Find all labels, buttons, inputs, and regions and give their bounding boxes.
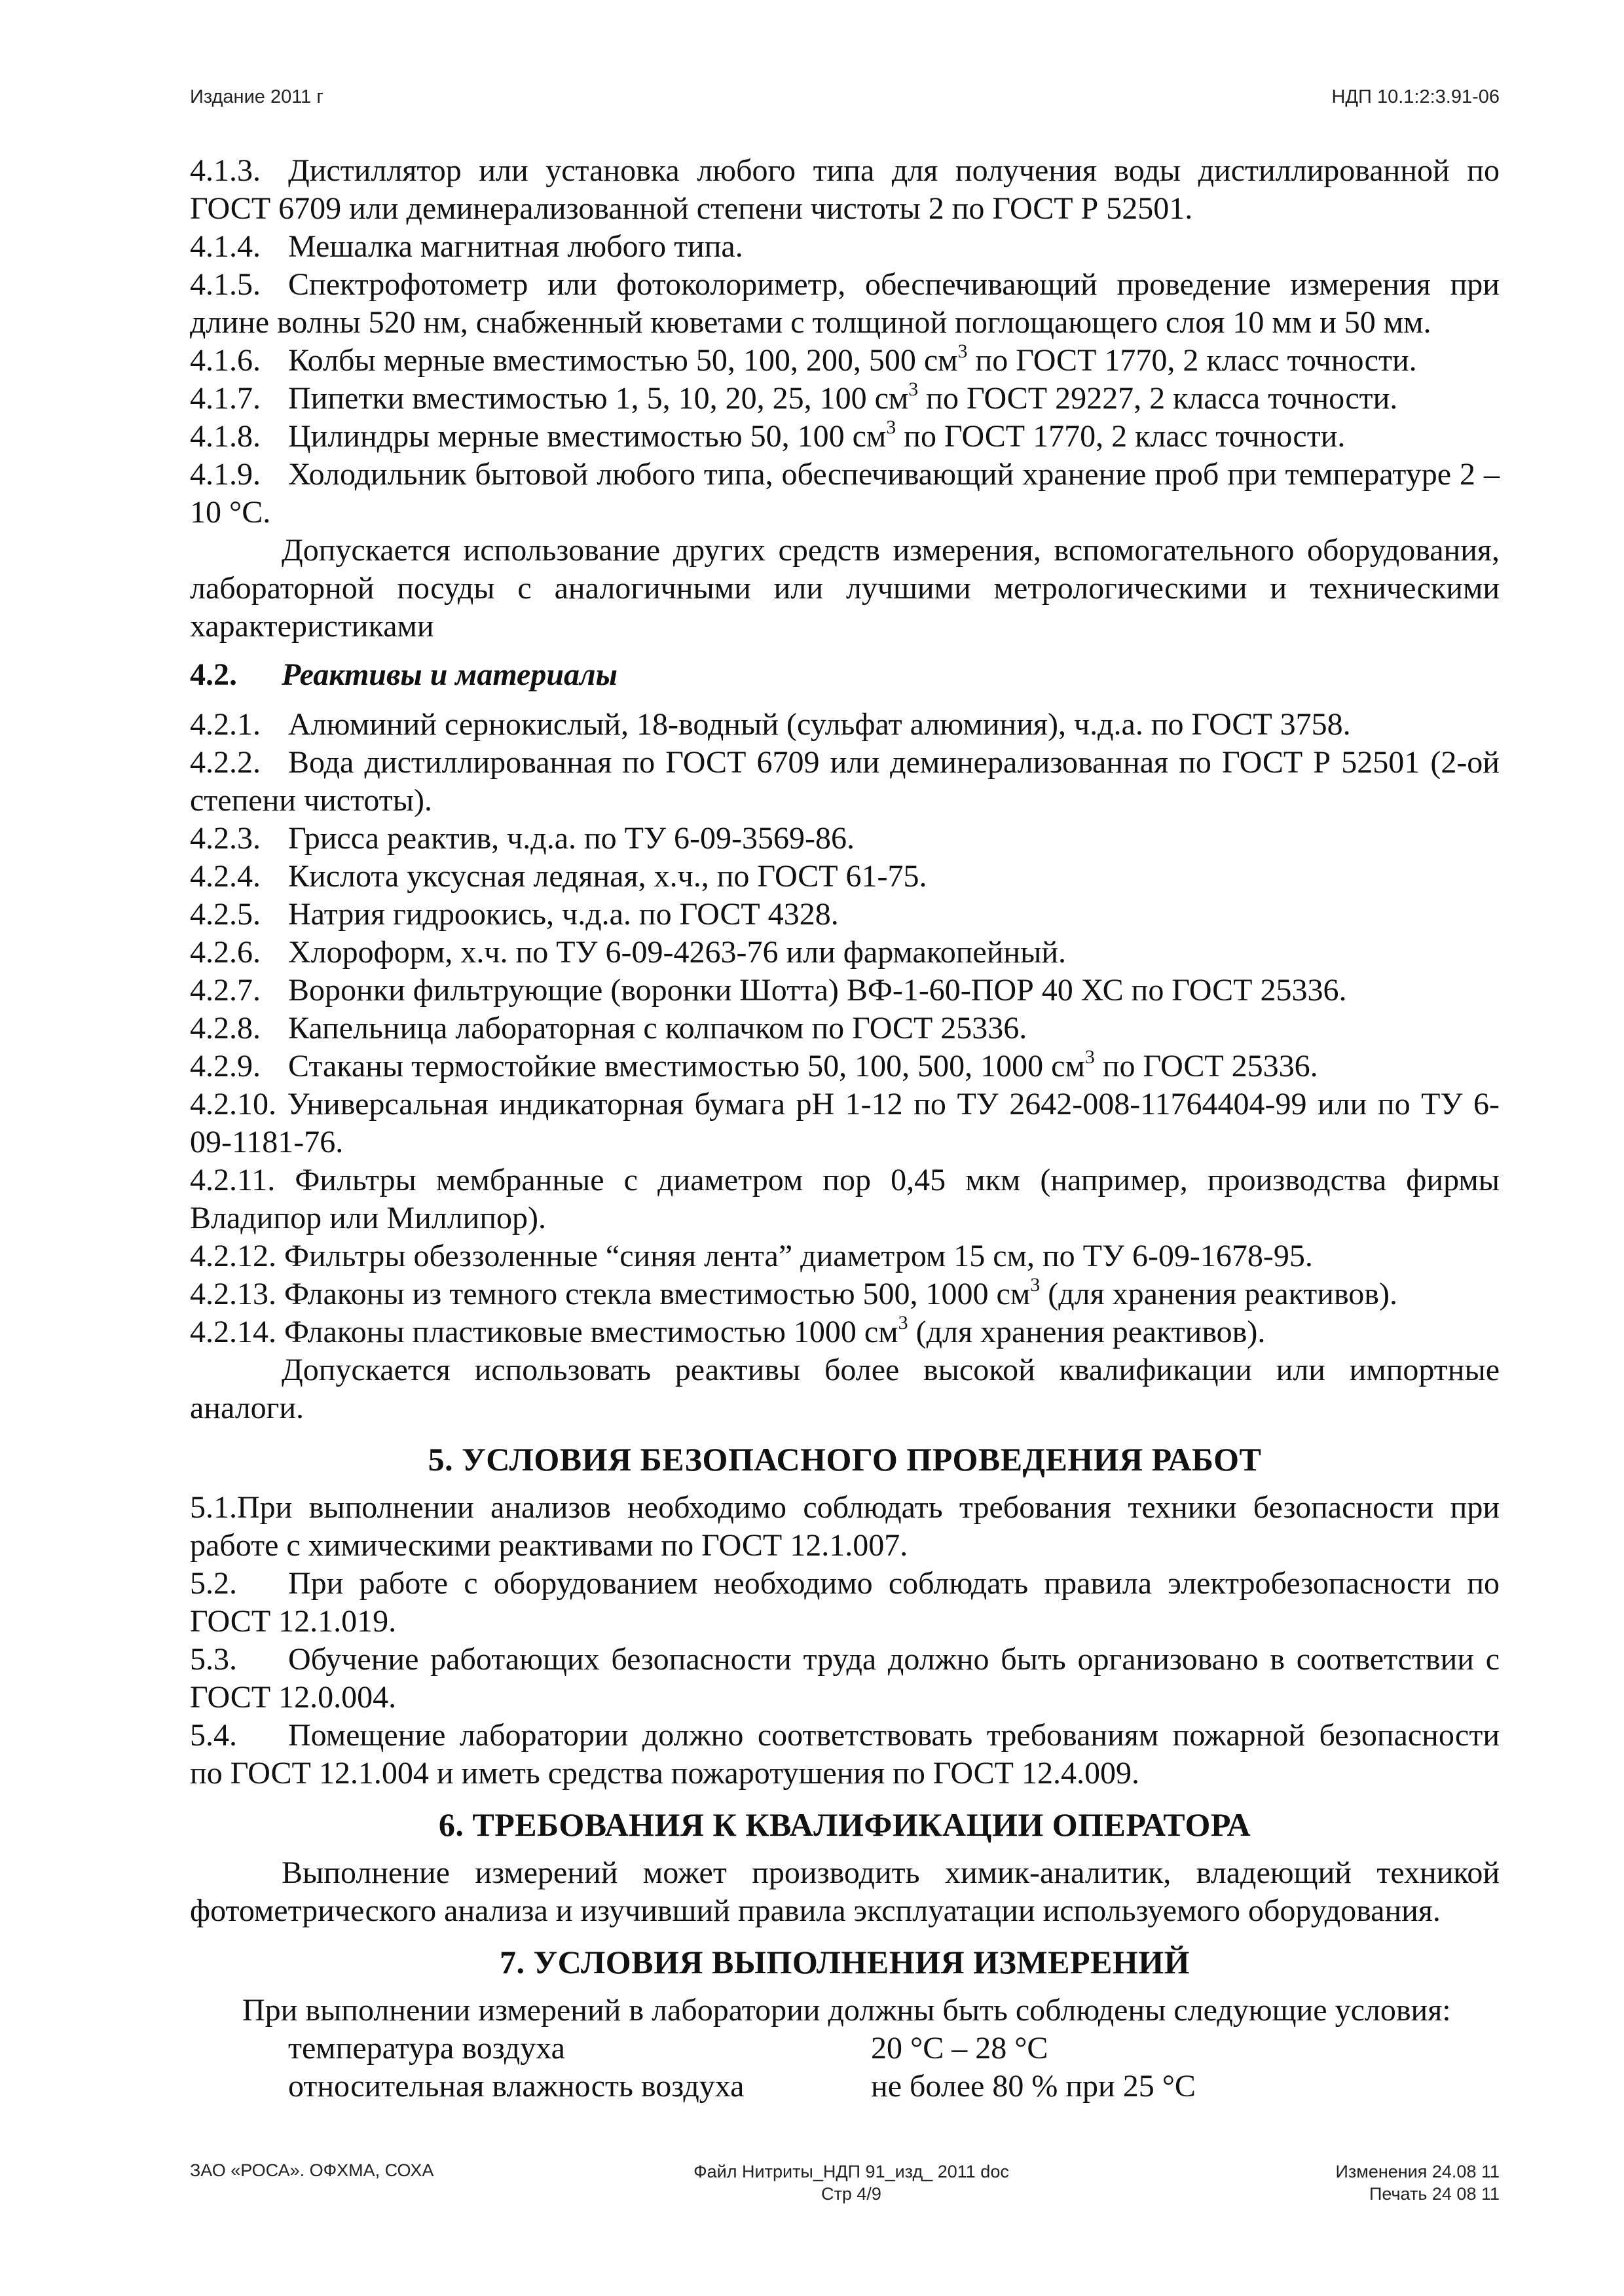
item-number: 4.1.4.	[190, 229, 261, 264]
item-number: 4.1.9.	[190, 457, 261, 492]
item-number: 4.2.4.	[190, 859, 261, 894]
item-4-2-7	[190, 972, 1500, 1010]
item-text: Холодильник бытовой любого типа, обеспечивающий хранение проб при температуре 2 – 10 °С.	[190, 457, 1500, 530]
item-number: 4.2.14.	[190, 1315, 276, 1349]
item-text: Флаконы пластиковые вместимостью 1000 см	[284, 1315, 898, 1349]
note-4-1: Допускается использование других средств измерения, вспомогательного оборудования, лабораторной посуды с аналогичными или лучшими метрологическими и техническими характеристиками	[190, 533, 1500, 644]
item-4-1-5	[190, 266, 1500, 342]
condition-label: температура воздуха	[288, 2031, 565, 2066]
item-text: Хлороформ, х.ч. по ТУ 6-09-4263-76 или фармакопейный.	[288, 935, 1066, 970]
item-4-1-4	[190, 228, 1500, 266]
item-4-2-11	[190, 1161, 1500, 1237]
section-6-text: Выполнение измерений может производить химик-аналитик, владеющий техникой фотометрического анализа и изучивший правила эксплуатации используемого оборудования.	[190, 1855, 1500, 1928]
footer-file-info	[668, 2160, 1035, 2205]
item-number: 4.1.8.	[190, 419, 261, 454]
item-4-1-3	[190, 152, 1500, 228]
footer-print-date: Печать 24 08 11	[1369, 2184, 1500, 2204]
item-number: 4.2.6.	[190, 935, 261, 970]
item-4-1-9	[190, 456, 1500, 532]
item-number: 4.2.9.	[190, 1049, 261, 1084]
section-7-intro: При выполнении измерений в лаборатории должны быть соблюдены следующие условия:	[242, 1993, 1451, 2028]
item-text: При работе с оборудованием необходимо соблюдать правила электробезопасности по ГОСТ 12.1.019.	[190, 1566, 1500, 1639]
item-number: 4.2.2.	[190, 745, 261, 780]
item-text: Обучение работающих безопасности труда должно быть организовано в соответствии с ГОСТ 12.0.004.	[190, 1642, 1500, 1715]
item-text: Помещение лаборатории должно соответствовать требованиям пожарной безопасности по ГОСТ 12.1.004 и иметь средства пожаротушения по ГОСТ 12.4.009.	[190, 1718, 1500, 1791]
item-4-2-3	[190, 820, 1500, 858]
item-text: Пипетки вместимостью 1, 5, 10, 20, 25, 100 см	[288, 381, 909, 416]
superscript: 3	[886, 416, 896, 438]
item-text: Алюминий сернокислый, 18-водный (сульфат алюминия), ч.д.а. по ГОСТ 3758.	[288, 707, 1351, 742]
footer-changes-date: Изменения 24.08 11	[1335, 2162, 1500, 2181]
item-4-2-5	[190, 896, 1500, 934]
item-number: 4.1.6.	[190, 343, 261, 378]
subsection-number: 4.2.	[190, 657, 237, 692]
item-number: 4.2.7.	[190, 973, 261, 1008]
item-number: 4.1.5.	[190, 267, 261, 302]
item-number: 4.2.8.	[190, 1011, 261, 1046]
item-4-1-7	[190, 380, 1500, 418]
footer-page-number: Стр 4/9	[821, 2184, 881, 2204]
item-text: Фильтры мембранные с диаметром пор 0,45 мкм (например, производства фирмы Владипор или Миллипор).	[190, 1163, 1500, 1235]
item-4-2-6	[190, 934, 1500, 972]
header-document-code: НДП 10.1:2:3.91-06	[1331, 86, 1500, 107]
condition-humidity	[288, 2068, 1500, 2105]
condition-label: относительная влажность воздуха	[288, 2069, 745, 2104]
superscript: 3	[1084, 1046, 1095, 1068]
item-number: 4.2.1.	[190, 707, 261, 742]
item-text: Стаканы термостойкие вместимостью 50, 100, 500, 1000 см	[288, 1049, 1085, 1084]
item-number: 4.2.3.	[190, 821, 261, 856]
item-text-cont: (для хранения реактивов).	[1040, 1277, 1397, 1311]
item-4-2-8	[190, 1010, 1500, 1048]
item-text: Фильтры обеззоленные “синяя лента” диаметром 15 см, по ТУ 6-09-1678-95.	[284, 1239, 1313, 1273]
item-text: Кислота уксусная ледяная, х.ч., по ГОСТ 61-75.	[288, 859, 927, 894]
item-text-cont: по ГОСТ 25336.	[1094, 1049, 1318, 1084]
item-5-1	[190, 1489, 1500, 1565]
item-text-cont: по ГОСТ 29227, 2 класса точности.	[918, 381, 1398, 416]
item-text: При выполнении анализов необходимо соблюдать требования техники безопасности при работе с химическими реактивами по ГОСТ 12.1.007.	[190, 1490, 1500, 1563]
item-number: 4.2.13.	[190, 1277, 276, 1311]
item-4-2-2	[190, 744, 1500, 820]
item-text: Капельница лабораторная с колпачком по ГОСТ 25336.	[288, 1011, 1027, 1046]
item-text: Вода дистиллированная по ГОСТ 6709 или деминерализованная по ГОСТ Р 52501 (2-ой степени чистоты).	[190, 745, 1500, 818]
superscript: 3	[908, 378, 919, 400]
item-4-2-1	[190, 706, 1500, 744]
item-4-2-13	[190, 1275, 1500, 1313]
item-text: Дистиллятор или установка любого типа для получения воды дистиллированной по ГОСТ 6709 или деминерализованной степени чистоты 2 по ГОСТ Р 52501.	[190, 153, 1500, 226]
item-5-4	[190, 1717, 1500, 1793]
item-4-2-4	[190, 858, 1500, 896]
superscript: 3	[1030, 1274, 1041, 1296]
section-7-title: 7. УСЛОВИЯ ВЫПОЛНЕНИЯ ИЗМЕРЕНИЙ	[499, 1944, 1190, 1980]
item-4-2-12	[190, 1237, 1500, 1275]
footer-dates	[1335, 2160, 1500, 2205]
subsection-title: Реактивы и материалы	[282, 657, 618, 692]
superscript: 3	[898, 1312, 908, 1334]
item-number: 4.2.11.	[190, 1163, 276, 1197]
item-text: Цилиндры мерные вместимостью 50, 100 см	[288, 419, 887, 454]
item-4-1-6	[190, 342, 1500, 380]
footer-file-name: Файл Нитриты_НДП 91_изд_ 2011 doc	[693, 2162, 1009, 2181]
item-number: 5.4.	[190, 1718, 237, 1753]
subsection-4-2-heading	[190, 656, 1500, 694]
footer-organization: ЗАО «РОСА». ОФХМА, СОХА	[190, 2160, 434, 2180]
header-edition: Издание 2011 г	[190, 86, 323, 107]
item-text-cont: по ГОСТ 1770, 2 класс точности.	[896, 419, 1346, 454]
condition-temperature	[288, 2030, 1500, 2068]
item-number: 5.3.	[190, 1642, 237, 1677]
item-text: Воронки фильтрующие (воронки Шотта) ВФ-1-60-ПОР 40 ХС по ГОСТ 25336.	[288, 973, 1347, 1008]
item-number: 5.2.	[190, 1566, 237, 1601]
item-number: 4.2.10.	[190, 1087, 276, 1121]
item-number: 4.2.12.	[190, 1239, 276, 1273]
item-4-2-10	[190, 1085, 1500, 1161]
section-6-title: 6. ТРЕБОВАНИЯ К КВАЛИФИКАЦИИ ОПЕРАТОРА	[438, 1806, 1251, 1843]
item-number: 4.1.3.	[190, 153, 261, 188]
item-4-2-14	[190, 1313, 1500, 1351]
item-5-2	[190, 1565, 1500, 1641]
item-text: Колбы мерные вместимостью 50, 100, 200, 500 см	[288, 343, 958, 378]
item-number: 5.1.	[190, 1490, 237, 1525]
item-text: Спектрофотометр или фотоколориметр, обеспечивающий проведение измерения при длине волны 520 нм, снабженный кюветами с толщиной поглощающего слоя 10 мм и 50 мм.	[190, 267, 1500, 340]
item-text: Универсальная индикаторная бумага рН 1-12 по ТУ 2642-008-11764404-99 или по ТУ 6-09-1181-76.	[190, 1087, 1500, 1159]
page-content	[190, 152, 1500, 2105]
condition-value: не более 80 % при 25 °С	[871, 2069, 1196, 2104]
item-number: 4.2.5.	[190, 897, 261, 932]
item-5-3	[190, 1641, 1500, 1717]
item-4-1-8	[190, 418, 1500, 456]
condition-value: 20 °С – 28 °С	[871, 2031, 1048, 2066]
item-text-cont: (для хранения реактивов).	[908, 1315, 1266, 1349]
item-4-2-9	[190, 1048, 1500, 1085]
item-text: Натрия гидроокись, ч.д.а. по ГОСТ 4328.	[288, 897, 839, 932]
item-text: Мешалка магнитная любого типа.	[288, 229, 743, 264]
item-text: Грисса реактив, ч.д.а. по ТУ 6-09-3569-86.	[288, 821, 855, 856]
section-5-title: 5. УСЛОВИЯ БЕЗОПАСНОГО ПРОВЕДЕНИЯ РАБОТ	[428, 1441, 1262, 1478]
note-4-2: Допускается использовать реактивы более высокой квалификации или импортные аналоги.	[190, 1353, 1500, 1425]
item-text-cont: по ГОСТ 1770, 2 класс точности.	[967, 343, 1417, 378]
item-text: Флаконы из темного стекла вместимостью 500, 1000 см	[284, 1277, 1031, 1311]
superscript: 3	[957, 340, 968, 362]
item-number: 4.1.7.	[190, 381, 261, 416]
